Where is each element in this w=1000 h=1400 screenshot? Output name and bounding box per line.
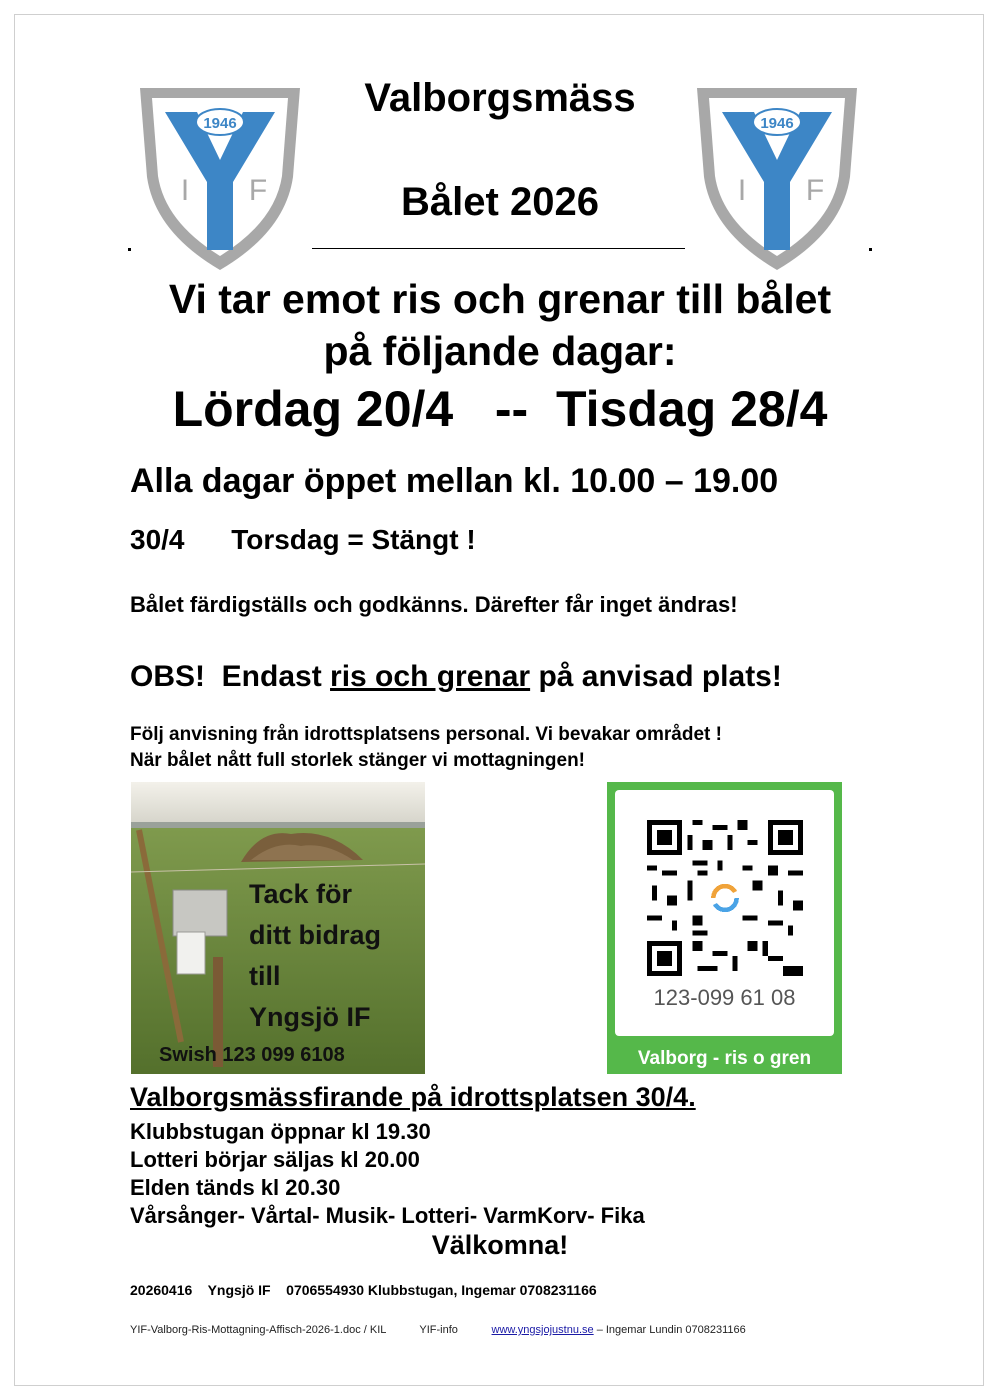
- divider-dot-right: [869, 248, 872, 251]
- welcome-text: Välkomna!: [431, 1230, 569, 1260]
- obs-prefix: OBS! Endast: [130, 660, 331, 693]
- footer-website-link[interactable]: www.yngsjojustnu.se: [491, 1324, 594, 1336]
- logo-letter-i-left: I: [180, 174, 190, 207]
- headline-line-2: på följande dagar:: [323, 328, 677, 374]
- swish-qr-card: [607, 782, 842, 1074]
- footer-meta: [130, 1324, 746, 1336]
- program-list: [130, 1118, 645, 1230]
- thanks-line-1: Tack för: [249, 879, 353, 909]
- program-item: Vårsånger- Vårtal- Musik- Lotteri- VarmKorv- Fika: [130, 1203, 645, 1228]
- dates-range: Lördag 20/4 -- Tisdag 28/4: [172, 381, 828, 437]
- closed-day: [130, 524, 476, 556]
- swish-number: Swish 123 099 6108: [159, 1044, 345, 1066]
- ready-notice: Bålet färdigställs och godkänns. Därefter får inget ändras!: [130, 592, 738, 617]
- qr-code: [647, 820, 803, 976]
- footer-contact-name: – Ingemar Lundin 0708231166: [593, 1324, 746, 1336]
- closed-text: Torsdag = Stängt !: [231, 524, 476, 555]
- logo-letter-i-right: I: [737, 174, 747, 207]
- qr-caption: Valborg - ris o gren: [637, 1048, 812, 1069]
- obs-notice: [130, 660, 782, 694]
- thanks-line-4: Yngsjö IF: [249, 1002, 371, 1032]
- logo-year-right: 1946: [760, 115, 794, 132]
- field-photo: [131, 782, 425, 1074]
- headline: [90, 273, 910, 377]
- obs-suffix: på anvisad plats!: [530, 660, 782, 693]
- headline-line-1: Vi tar emot ris och grenar till bålet: [168, 276, 832, 322]
- qr-number: 123-099 61 08: [653, 985, 796, 1010]
- program-item: Elden tänds kl 20.30: [130, 1175, 341, 1200]
- follow-line-1: Följ anvisning från idrottsplatsens personal. Vi bevakar området !: [130, 724, 722, 745]
- thanks-line-2: ditt bidrag: [249, 920, 381, 950]
- club-logo-left: [135, 82, 305, 272]
- divider-dot-left: [128, 248, 131, 251]
- title-divider: [312, 248, 685, 249]
- club-logo-right: [692, 82, 862, 272]
- logo-letter-f-left: F: [248, 174, 268, 207]
- thanks-line-3: till: [249, 961, 281, 991]
- logo-letter-f-right: F: [805, 174, 825, 207]
- follow-instructions: [130, 722, 722, 774]
- follow-line-2: När bålet nått full storlek stänger vi mottagningen!: [130, 750, 586, 771]
- logo-year-left: 1946: [203, 115, 237, 132]
- footer-contact: 20260416 Yngsjö IF 0706554930 Klubbstugan, Ingemar 0708231166: [130, 1282, 597, 1298]
- title-line-1: Valborgsmäss: [364, 76, 636, 120]
- thanks-text: [249, 874, 424, 1038]
- footer-info: YIF-info: [419, 1324, 458, 1336]
- title-line-2: Bålet 2026: [401, 180, 599, 224]
- program-item: Lotteri börjar säljas kl 20.00: [130, 1147, 420, 1172]
- opening-hours: Alla dagar öppet mellan kl. 10.00 – 19.00: [130, 462, 779, 500]
- obs-underlined: ris och grenar: [330, 660, 531, 693]
- footer-doc-name: YIF-Valborg-Ris-Mottagning-Affisch-2026-1.doc / KIL: [130, 1324, 386, 1336]
- program-heading: Valborgsmässfirande på idrottsplatsen 30/4.: [130, 1082, 696, 1112]
- program-item: Klubbstugan öppnar kl 19.30: [130, 1119, 431, 1144]
- qr-panel: [615, 790, 834, 1036]
- closed-date: 30/4: [130, 524, 185, 555]
